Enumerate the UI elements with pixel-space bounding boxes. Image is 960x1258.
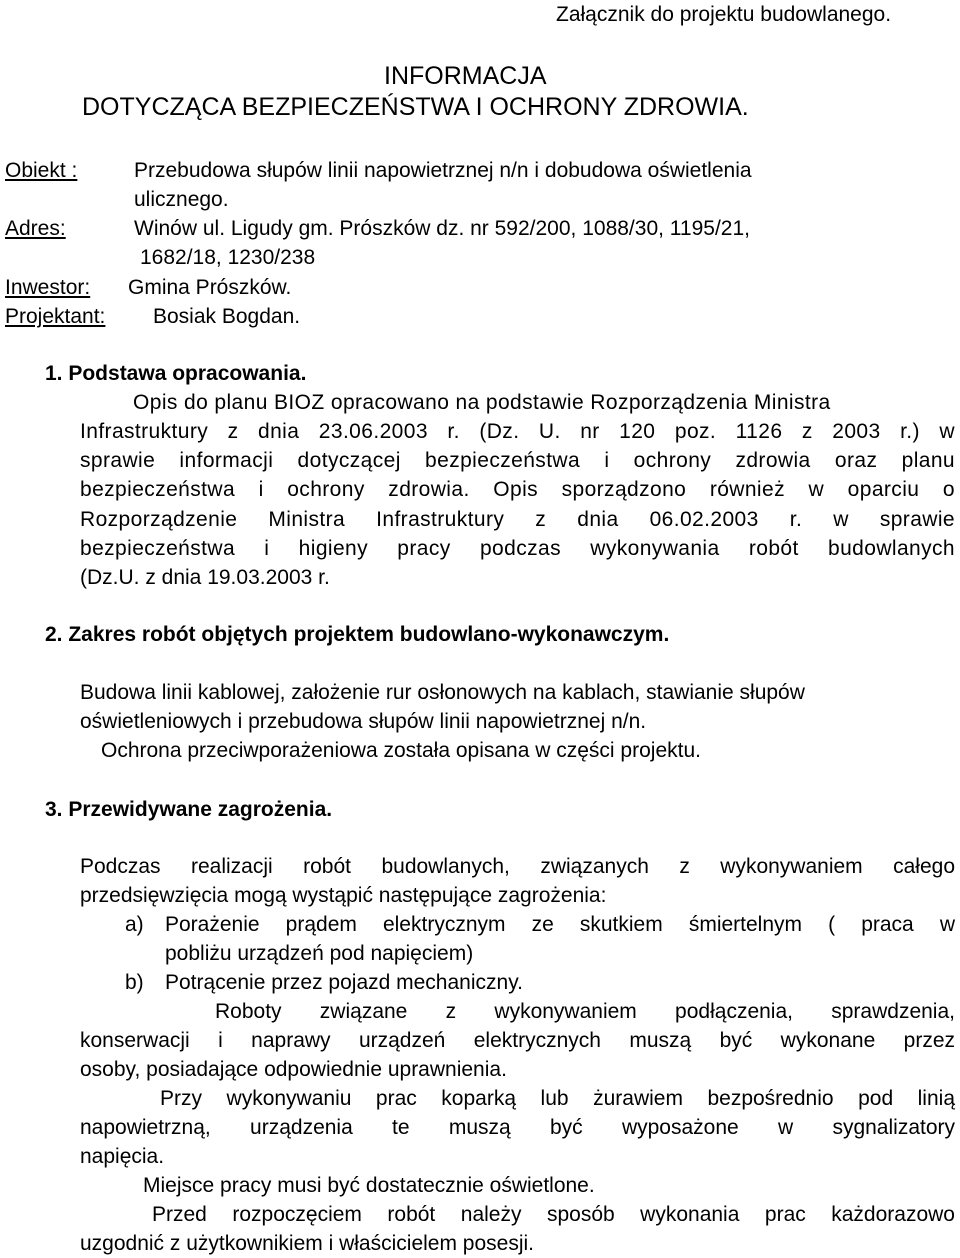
section-2-line-1: Budowa linii kablowej, założenie rur osłonowych na kablach, stawianie słupów <box>80 681 805 704</box>
paragraph-1-line-3: osoby, posiadające odpowiednie uprawnienia. <box>80 1058 507 1082</box>
section-1-heading: 1. Podstawa opracowania. <box>45 362 307 385</box>
paragraph-1-line-2: konserwacji i naprawy urządzeń elektrycznych muszą być wykonane przez <box>80 1029 955 1052</box>
paragraph-1-line-1: Roboty związane z wykonywaniem podłączenia, sprawdzenia, <box>215 1000 955 1023</box>
projektant-value: Bosiak Bogdan. <box>153 305 301 328</box>
paragraph-3: Miejsce pracy musi być dostatecznie oświetlone. <box>143 1174 595 1197</box>
section-2-line-3: Ochrona przeciwporażeniowa została opisana w części projektu. <box>101 739 701 762</box>
projektant-label: Projektant: <box>5 305 106 328</box>
obiekt-label: Obiekt : <box>5 159 78 182</box>
section-2-heading: 2. Zakres robót objętych projektem budowlano-wykonawczym. <box>45 623 670 646</box>
paragraph-2-first <box>160 1084 955 1113</box>
section-1-line: bezpieczeństwa i ochrony zdrowia. Opis sporządzono również w oparciu o <box>80 478 955 502</box>
paragraph-2-line-3: napięcia. <box>80 1145 165 1169</box>
section-3-heading: 3. Przewidywane zagrożenia. <box>45 798 333 821</box>
title-line-1: INFORMACJA <box>384 62 547 90</box>
section-1-line: Rozporządzenie Ministra Infrastruktury z dnia 06.02.2003 r. w sprawie <box>80 507 955 531</box>
section-3-intro-line-1: Podczas realizacji robót budowlanych, związanych z wykonywaniem całego <box>80 855 955 878</box>
attachment-note: Załącznik do projektu budowlanego. <box>556 3 892 26</box>
section-3-intro-line-2: przedsięwzięcia mogą wystąpić następujące zagrożenia: <box>80 884 607 908</box>
item-b-marker: b) <box>125 971 144 994</box>
adres-value-line-1: Winów ul. Ligudy gm. Prószków dz. nr 592/200, 1088/30, 1195/21, <box>134 217 750 240</box>
paragraph-2-line-2: napowietrzną, urządzenia te muszą być wyposażone w sygnalizatory <box>80 1116 955 1139</box>
obiekt-value-line-1: Przebudowa słupów linii napowietrznej n/n i dobudowa oświetlenia <box>134 159 752 182</box>
section-3-intro <box>80 852 955 910</box>
section-1-body <box>80 417 955 592</box>
section-1-line: (Dz.U. z dnia 19.03.2003 r. <box>80 566 330 590</box>
section-1-line: Opis do planu BIOZ opracowano na podstawie Rozporządzenia Ministra <box>133 391 831 414</box>
item-a-text <box>165 910 955 968</box>
paragraph-1-rest <box>80 1026 955 1084</box>
paragraph-4-line-1: Przed rozpoczęciem robót należy sposób wykonania prac każdorazowo <box>152 1203 955 1226</box>
item-a-marker: a) <box>125 913 144 936</box>
paragraph-4-line-2: uzgodnić z użytkownikiem i właścicielem posesji. <box>80 1232 535 1255</box>
item-a-line-1: Porażenie prądem elektrycznym ze skutkiem śmiertelnym ( praca w <box>165 913 955 936</box>
paragraph-1-first <box>215 997 955 1026</box>
section-1-line: Infrastruktury z dnia 23.06.2003 r. (Dz. U. nr 120 poz. 1126 z 2003 r.) w <box>80 420 955 443</box>
paragraph-2-rest <box>80 1113 955 1171</box>
section-1-line: bezpieczeństwa i higieny pracy podczas wykonywania robót budowlanych <box>80 536 955 560</box>
obiekt-value-line-2: ulicznego. <box>134 188 229 211</box>
inwestor-label: Inwestor: <box>5 276 91 299</box>
adres-label: Adres: <box>5 217 66 240</box>
section-1-line: sprawie informacji dotyczącej bezpieczeństwa i ochrony zdrowia oraz planu <box>80 449 955 473</box>
section-2-line-2: oświetleniowych i przebudowa słupów linii napowietrznej n/n. <box>80 710 647 733</box>
item-b-text: Potrącenie przez pojazd mechaniczny. <box>165 971 523 994</box>
title-line-2: DOTYCZĄCA BEZPIECZEŃSTWA I OCHRONY ZDROWIA. <box>82 93 749 121</box>
paragraph-2-line-1: Przy wykonywaniu prac koparką lub żurawiem bezpośrednio pod linią <box>160 1087 955 1110</box>
paragraph-4-first <box>152 1200 955 1229</box>
item-a-line-2: pobliżu urządzeń pod napięciem) <box>165 942 474 966</box>
adres-value-line-2: 1682/18, 1230/238 <box>140 246 316 269</box>
inwestor-value: Gmina Prószków. <box>128 276 292 299</box>
